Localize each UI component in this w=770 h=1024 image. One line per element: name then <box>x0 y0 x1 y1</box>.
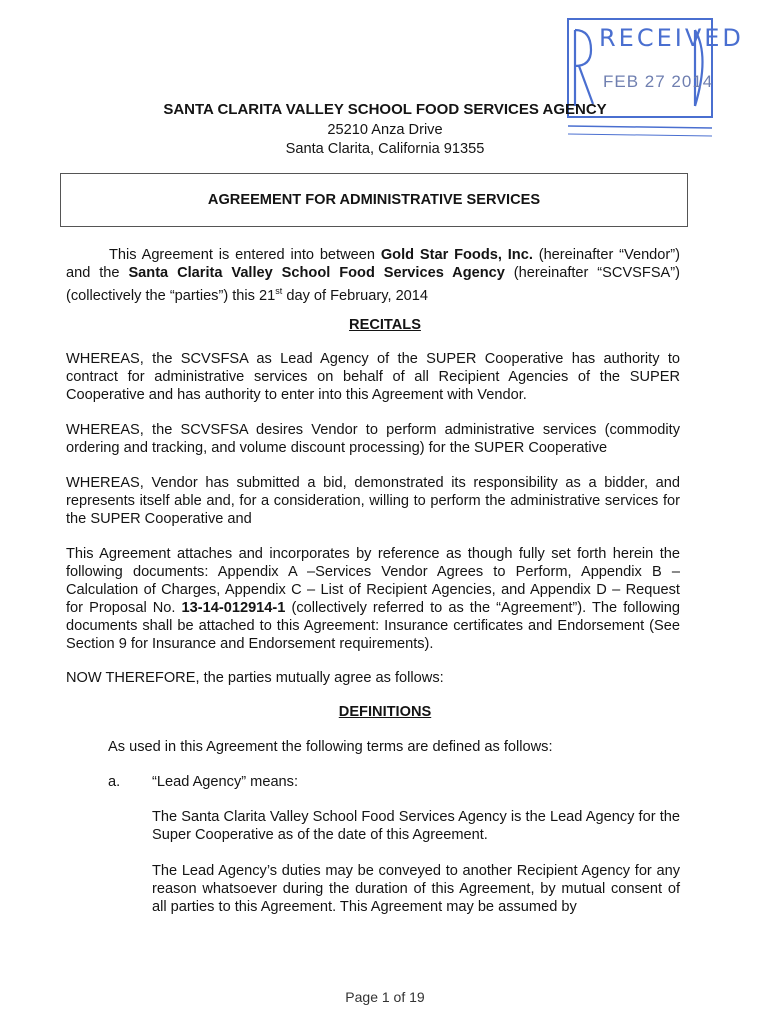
recitals-heading: RECITALS <box>349 317 421 333</box>
definition-a-paragraph-1: The Santa Clarita Valley School Food Services Agency is the Lead Agency for the Super Cooperative as of the date of this Agreement. <box>152 809 680 843</box>
definition-a-paragraph-2: The Lead Agency’s duties may be conveyed to another Recipient Agency for any reason whatsoever during the duration of this Agreement, by mutual consent of all parties to this Agreement. This Agreement may be assumed by <box>152 863 680 915</box>
intro-text-1: This Agreement is entered into between <box>109 247 381 263</box>
intro-paragraph <box>66 246 680 305</box>
stamp-text: RECEIVED <box>599 24 744 52</box>
stamp-date: FEB 27 2014 <box>603 72 714 91</box>
definition-term-lead-agency: “Lead Agency” means: <box>152 774 299 790</box>
definition-marker-a: a. <box>108 774 121 790</box>
now-therefore-paragraph: NOW THEREFORE, the parties mutually agree as follows: <box>66 670 444 686</box>
document-title: AGREEMENT FOR ADMINISTRATIVE SERVICES <box>207 192 541 208</box>
agency-name: Santa Clarita Valley School Food Services Agency <box>128 265 505 281</box>
organization-name: SANTA CLARITA VALLEY SCHOOL FOOD SERVICES AGENCY <box>163 101 607 118</box>
intro-text-4: day of February, 2014 <box>282 287 429 304</box>
attachments-text-1: This Agreement attaches and incorporates by reference as though fully set forth herein the following documents: Appendix A –Services Vendor Agrees to Perform, Appendix B – Calculation of Charges, Appendix C – List of Recipient Agencies, and Appendix D – Request for Proposal No. <box>66 546 680 616</box>
attachments-paragraph <box>66 545 680 653</box>
definitions-intro: As used in this Agreement the following terms are defined as follows: <box>108 739 553 755</box>
rfp-number: 13-14-012914-1 <box>181 600 286 616</box>
address-line-1: 25210 Anza Drive <box>327 122 443 138</box>
ordinal-suffix: st <box>275 286 283 296</box>
attachments-text-2: (collectively referred to as the “Agreement”). The following documents shall be attached to this Agreement: Insurance certificates and Endorsement (See Section 9 for Insurance and Endorsement requirements). <box>66 600 680 652</box>
whereas-paragraph-3: WHEREAS, Vendor has submitted a bid, demonstrated its responsibility as a bidder, and represents itself able and, for a consideration, willing to perform the administrative services for the SUPER Cooperative and <box>66 475 680 527</box>
whereas-paragraph-2: WHEREAS, the SCVSFSA desires Vendor to perform administrative services (commodity ordering and tracking, and volume discount processing) for the SUPER Cooperative <box>66 422 680 456</box>
intro-text-2: (hereinafter “Vendor”) and the <box>66 247 680 281</box>
whereas-paragraph-1: WHEREAS, the SCVSFSA as Lead Agency of the SUPER Cooperative has authority to contract for administrative services on behalf of all Recipient Agencies of the SUPER Cooperative and has authority to enter into this Agreement with Vendor. <box>66 351 680 403</box>
definitions-heading: DEFINITIONS <box>338 704 432 720</box>
page-number: Page 1 of 19 <box>345 989 425 1005</box>
intro-text-3: (hereinafter “SCVSFSA”) (collectively the “parties”) this 21 <box>66 265 681 304</box>
title-box <box>60 173 688 227</box>
address-line-2: Santa Clarita, California 91355 <box>285 141 485 157</box>
vendor-name: Gold Star Foods, Inc. <box>380 247 533 263</box>
